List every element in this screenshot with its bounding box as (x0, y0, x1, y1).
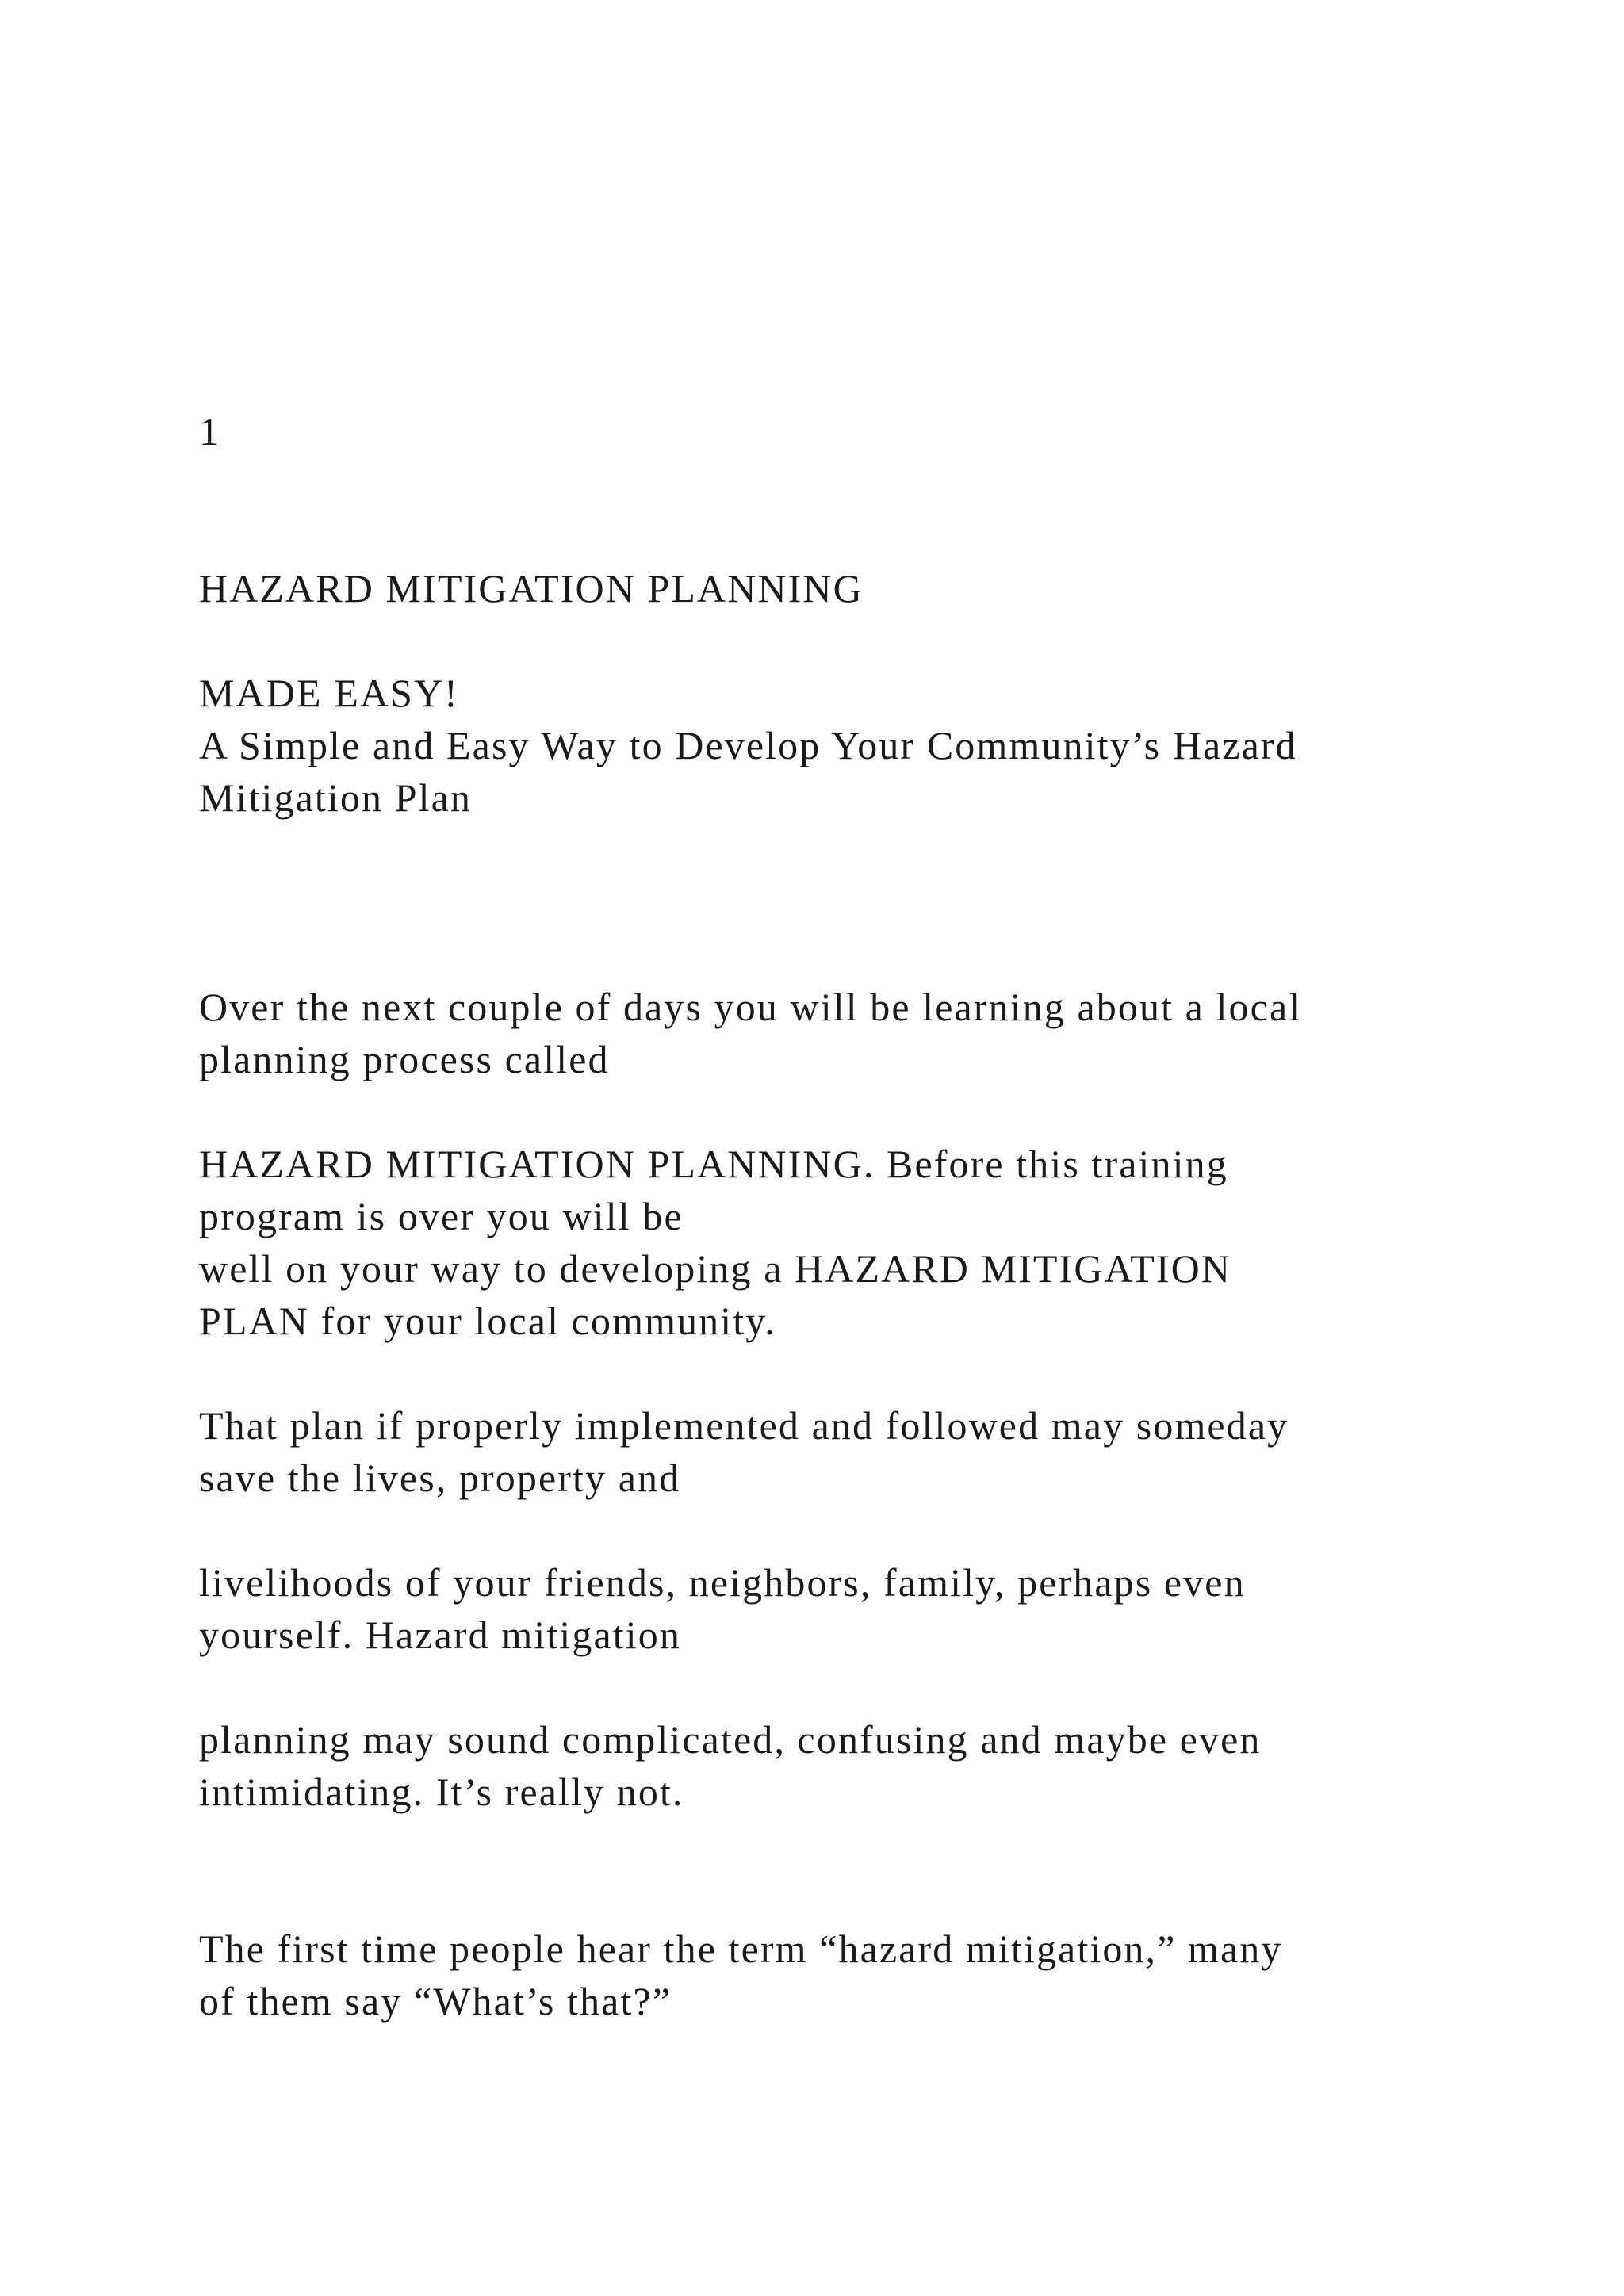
paragraph-4-line-2: yourself. Hazard mitigation (199, 1613, 681, 1657)
paragraph-2-line-3: well on your way to developing a HAZARD MITIGATION (199, 1246, 1231, 1291)
paragraph-2-line-2: program is over you will be (199, 1194, 684, 1238)
page-number: 1 (199, 409, 221, 453)
paragraph-2-line-1: HAZARD MITIGATION PLANNING. Before this training (199, 1142, 1228, 1186)
paragraph-6-line-2: of them say “What’s that?” (199, 1979, 672, 2023)
paragraph-1-line-2: planning process called (199, 1037, 610, 1081)
paragraph-1-line-1: Over the next couple of days you will be learning about a local (199, 985, 1302, 1029)
paragraph-2-line-4: PLAN for your local community. (199, 1299, 776, 1343)
paragraph-4-line-1: livelihoods of your friends, neighbors, family, perhaps even (199, 1560, 1246, 1605)
subtitle-line-2: Mitigation Plan (199, 775, 472, 820)
paragraph-6-line-1: The first time people hear the term “hazard mitigation,” many (199, 1927, 1283, 1971)
paragraph-3-line-1: That plan if properly implemented and followed may someday (199, 1403, 1289, 1448)
title-line-2: MADE EASY! (199, 671, 459, 715)
subtitle-line-1: A Simple and Easy Way to Develop Your Community’s Hazard (199, 723, 1297, 767)
paragraph-3-line-2: save the lives, property and (199, 1456, 681, 1500)
paragraph-5-line-2: intimidating. It’s really not. (199, 1770, 684, 1814)
paragraph-5-line-1: planning may sound complicated, confusing and maybe even (199, 1717, 1262, 1762)
title-line-1: HAZARD MITIGATION PLANNING (199, 566, 864, 610)
